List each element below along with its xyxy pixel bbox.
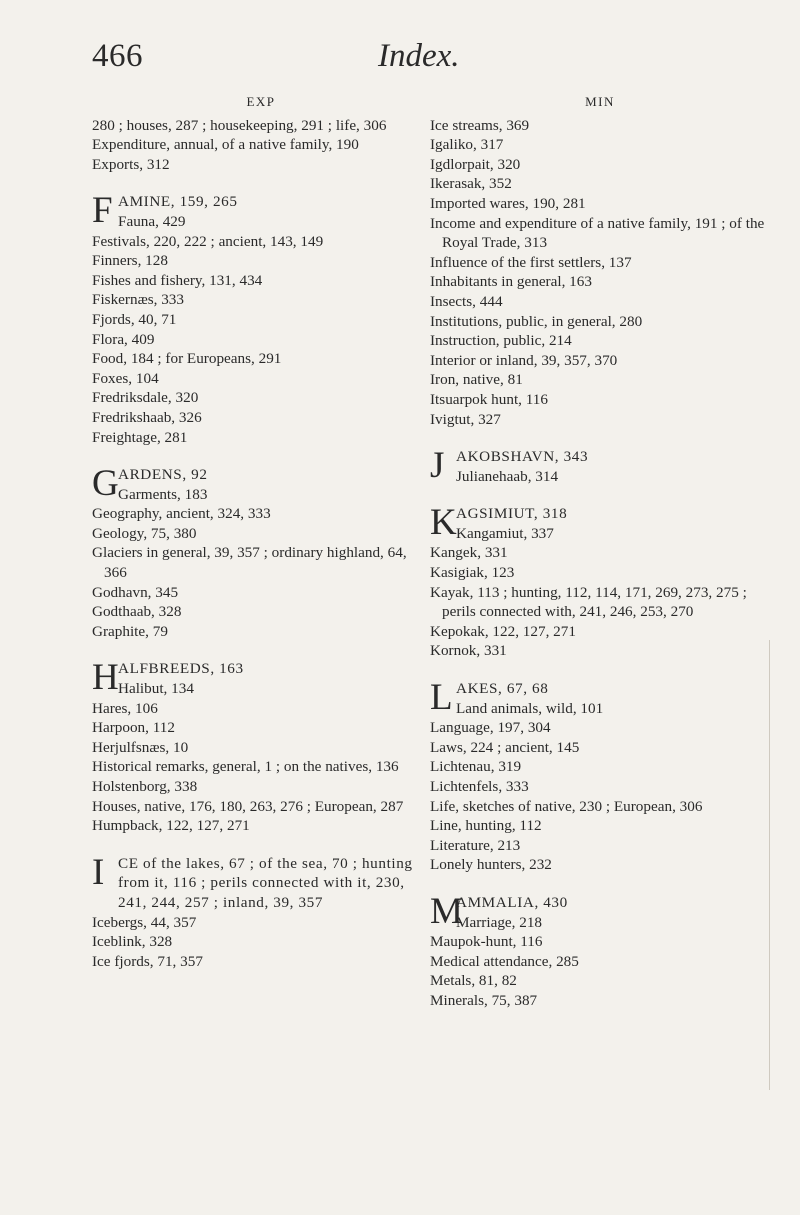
index-entry: Lonely hunters, 232 xyxy=(430,856,552,874)
index-entry: Expenditure, annual, of a native family, 190 xyxy=(92,136,359,154)
head-entry: CE of the lakes, 67 ; of the sea, 70 ; hunting from it, 116 ; perils connected with it, 230, 241, 244, 257 ; inland, 39, 357 xyxy=(118,854,413,911)
head-entry: AKOBSHAVN, 343 xyxy=(456,448,589,466)
index-entry: Itsuarpok hunt, 116 xyxy=(430,390,548,408)
running-title: Index. xyxy=(378,38,460,74)
index-entry: Geology, 75, 380 xyxy=(92,524,197,542)
index-entry: Kangamiut, 337 xyxy=(456,524,554,542)
index-entry: Literature, 213 xyxy=(430,836,521,854)
index-entry: Fredriksdale, 320 xyxy=(92,389,199,407)
index-entry: Line, hunting, 112 xyxy=(430,817,542,835)
drop-cap-letter: H xyxy=(92,657,119,699)
index-entry: Holstenborg, 338 xyxy=(92,778,198,795)
index-entry: Kornok, 331 xyxy=(430,642,507,660)
head-entry: AMMALIA, 430 xyxy=(456,893,568,911)
index-entry: Exports, 312 xyxy=(92,155,170,173)
index-entry: Festivals, 220, 222 ; ancient, 143, 149 xyxy=(92,232,324,250)
index-entry: Finners, 128 xyxy=(92,252,168,270)
index-entry: 280 ; houses, 287 ; housekeeping, 291 ; life, 306 xyxy=(92,116,387,134)
index-entry: Ikerasak, 352 xyxy=(430,175,512,193)
head-entry: ARDENS, 92 xyxy=(118,466,208,484)
index-entry: Kayak, 113 ; hunting, 112, 114, 171, 269, 273, 275 ; perils connected with, 241, 246, 253, 270 xyxy=(430,583,747,621)
column-guide-word: EXP xyxy=(246,94,276,109)
index-entry: Godthaab, 328 xyxy=(92,603,182,621)
column-guide-word: MIN xyxy=(585,94,615,109)
letter-section xyxy=(430,890,770,1011)
index-entry: Iceblink, 328 xyxy=(92,933,173,951)
index-entry: Houses, native, 176, 180, 263, 276 ; European, 287 xyxy=(92,797,404,815)
index-entry: Foxes, 104 xyxy=(92,369,159,387)
head-entry: AGSIMIUT, 318 xyxy=(456,505,568,523)
index-entry: Minerals, 75, 387 xyxy=(430,991,538,1009)
index-entry: Influence of the first settlers, 137 xyxy=(430,253,632,271)
index-entry: Maupok-hunt, 116 xyxy=(430,933,543,951)
margin-rule xyxy=(769,640,770,1090)
index-entry: Ivigtut, 327 xyxy=(430,410,501,428)
index-entry: Income and expenditure of a native family, 191 ; of the Royal Trade, 313 xyxy=(430,214,765,252)
index-entry: Geography, ancient, 324, 333 xyxy=(92,505,271,523)
index-entry: Institutions, public, in general, 280 xyxy=(430,312,643,330)
letter-section xyxy=(92,192,430,447)
index-entry: Metals, 81, 82 xyxy=(430,972,517,990)
drop-cap-letter: K xyxy=(430,502,457,544)
index-entry: Freightage, 281 xyxy=(92,428,188,446)
index-entry: Marriage, 218 xyxy=(456,913,543,931)
drop-cap-letter: F xyxy=(92,190,113,232)
drop-cap-letter: J xyxy=(430,445,445,487)
index-entry: Historical remarks, general, 1 ; on the natives, 136 xyxy=(92,758,399,776)
index-entry: Igdlorpait, 320 xyxy=(430,155,521,173)
index-entry: Kepokak, 122, 127, 271 xyxy=(430,622,576,640)
index-entry: Lichtenau, 319 xyxy=(430,758,522,776)
index-entry: Graphite, 79 xyxy=(92,622,168,640)
index-entry: Fiskernæs, 333 xyxy=(92,291,184,309)
index-entry: Fauna, 429 xyxy=(118,212,186,230)
index-entry: Fredrikshaab, 326 xyxy=(92,408,202,426)
index-entry: Ice streams, 369 xyxy=(430,116,530,134)
head-entry: AMINE, 159, 265 xyxy=(118,193,238,211)
index-entry: Icebergs, 44, 357 xyxy=(92,913,197,931)
index-entry: Food, 184 ; for Europeans, 291 xyxy=(92,350,282,368)
index-entry: Medical attendance, 285 xyxy=(430,952,579,970)
index-entry: Garments, 183 xyxy=(118,485,208,503)
letter-section xyxy=(92,465,430,641)
head-entry: AKES, 67, 68 xyxy=(456,680,549,698)
index-entry: Glaciers in general, 39, 357 ; ordinary highland, 64, 366 xyxy=(92,544,407,582)
right-column xyxy=(430,92,770,1011)
index-entry: Insects, 444 xyxy=(430,292,503,310)
letter-section xyxy=(430,447,770,486)
letter-section xyxy=(92,659,430,835)
index-entry: Inhabitants in general, 163 xyxy=(430,273,592,291)
left-column xyxy=(92,92,430,971)
index-entry: Godhavn, 345 xyxy=(92,583,179,601)
index-entry: Halibut, 134 xyxy=(118,680,194,698)
head-entry: ALFBREEDS, 163 xyxy=(118,660,244,678)
index-entry: Life, sketches of native, 230 ; European, 306 xyxy=(430,797,703,815)
index-entry: Julianehaab, 314 xyxy=(456,467,559,485)
index-entry: Fishes and fishery, 131, 434 xyxy=(92,271,263,289)
index-entry: Laws, 224 ; ancient, 145 xyxy=(430,738,580,756)
index-entry: Instruction, public, 214 xyxy=(430,332,572,350)
index-entry: Hares, 106 xyxy=(92,699,158,717)
drop-cap-letter: L xyxy=(430,677,453,719)
letter-section xyxy=(430,504,770,661)
letter-section xyxy=(430,679,770,875)
drop-cap-letter: M xyxy=(430,890,463,932)
index-entry: Herjulfsnæs, 10 xyxy=(92,738,189,756)
drop-cap-letter: G xyxy=(92,463,119,505)
index-entry: Igaliko, 317 xyxy=(430,136,504,154)
index-entry: Iron, native, 81 xyxy=(430,371,523,389)
index-entry: Land animals, wild, 101 xyxy=(456,699,604,717)
index-entry: Lichtenfels, 333 xyxy=(430,778,529,795)
letter-section xyxy=(92,851,430,972)
index-entry: Humpback, 122, 127, 271 xyxy=(92,817,250,835)
page-number: 466 xyxy=(92,38,143,74)
index-entry: Fjords, 40, 71 xyxy=(92,310,177,328)
index-entry: Harpoon, 112 xyxy=(92,719,175,737)
index-entry: Imported wares, 190, 281 xyxy=(430,194,586,212)
index-entry: Interior or inland, 39, 357, 370 xyxy=(430,351,618,369)
index-entry: Kangek, 331 xyxy=(430,544,508,562)
drop-cap-letter: I xyxy=(92,851,105,893)
section-head xyxy=(92,851,430,913)
index-entry: Kasigiak, 123 xyxy=(430,564,515,582)
index-entry: Ice fjords, 71, 357 xyxy=(92,952,203,970)
index-entry: Language, 197, 304 xyxy=(430,719,551,737)
index-entry: Flora, 409 xyxy=(92,330,155,348)
